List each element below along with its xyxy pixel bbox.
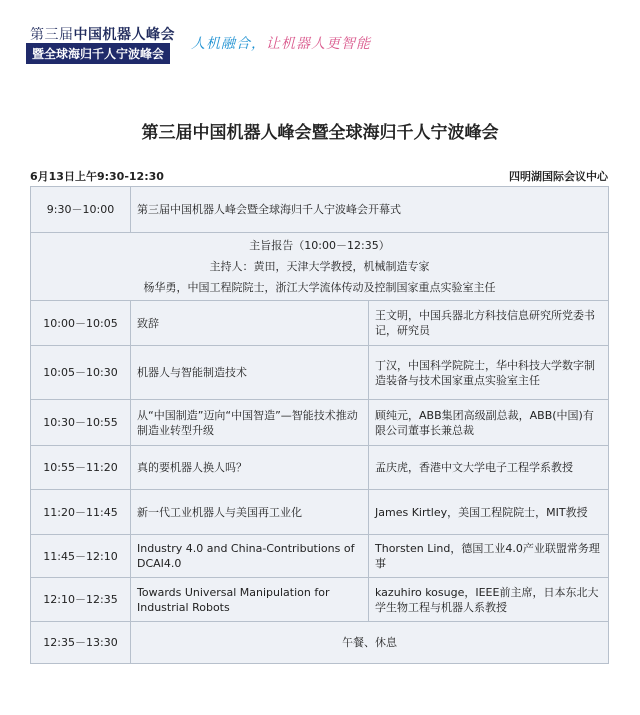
brand-subtitle-badge: 暨全球海归千人宁波峰会 (26, 43, 170, 64)
session-time: 12:10－12:35 (31, 578, 131, 622)
lunch-label: 午餐、休息 (131, 622, 609, 664)
session-speaker: Thorsten Lind，德国工业4.0产业联盟常务理事 (369, 535, 609, 578)
keynote-host-1: 主持人：黄田，天津大学教授，机械制造专家 (209, 260, 430, 273)
session-time: 10:55－11:20 (31, 446, 131, 490)
keynote-title: 主旨报告（10:00－12:35） (249, 239, 390, 252)
slogan: 人机融合，让机器人更智能 (191, 36, 371, 52)
session-topic: Industry 4.0 and China-Contributions of DCAI4.0 (131, 535, 369, 578)
keynote-row (31, 233, 609, 301)
table-row (31, 301, 609, 346)
table-row (31, 535, 609, 578)
session-speaker: 顾纯元，ABB集团高级副总裁，ABB(中国)有限公司董事长兼总裁 (369, 400, 609, 446)
session-speaker: James Kirtley，美国工程院院士，MIT教授 (369, 490, 609, 535)
venue: 四明湖国际会议中心 (509, 170, 608, 183)
session-topic: Towards Universal Manipulation for Industrial Robots (131, 578, 369, 622)
session-topic: 机器人与智能制造技术 (131, 346, 369, 400)
brand-title: 第三届中国机器人峰会 (30, 27, 175, 43)
date-time: 6月13日上午9:30-12:30 (30, 170, 164, 183)
session-time: 11:45－12:10 (31, 535, 131, 578)
session-time: 10:00－10:05 (31, 301, 131, 346)
session-time: 10:30－10:55 (31, 400, 131, 446)
session-time: 12:35－13:30 (31, 622, 131, 664)
session-speaker: 王文明，中国兵器北方科技信息研究所党委书记，研究员 (369, 301, 609, 346)
schedule-table (30, 186, 609, 664)
session-speaker: 丁汉，中国科学院院士，华中科技大学数字制造装备与技术国家重点实验室主任 (369, 346, 609, 400)
session-topic: 第三届中国机器人峰会暨全球海归千人宁波峰会开幕式 (131, 187, 609, 233)
info-row (30, 168, 608, 184)
session-time: 10:05－10:30 (31, 346, 131, 400)
table-row (31, 490, 609, 535)
session-time: 9:30－10:00 (31, 187, 131, 233)
session-topic: 致辞 (131, 301, 369, 346)
keynote-host-2: 杨华勇，中国工程院院士，浙江大学流体传动及控制国家重点实验室主任 (143, 281, 496, 294)
table-row (31, 346, 609, 400)
session-topic: 从“中国制造”迈向“中国智造”—智能技术推动制造业转型升级 (131, 400, 369, 446)
session-topic: 真的要机器人换人吗？ (131, 446, 369, 490)
page-title: 第三届中国机器人峰会暨全球海归千人宁波峰会 (141, 123, 499, 143)
session-speaker: 孟庆虎，香港中文大学电子工程学系教授 (369, 446, 609, 490)
session-topic: 新一代工业机器人与美国再工业化 (131, 490, 369, 535)
table-row (31, 446, 609, 490)
table-row (31, 622, 609, 664)
keynote-cell (31, 233, 609, 301)
table-row (31, 187, 609, 233)
session-time: 11:20－11:45 (31, 490, 131, 535)
table-row (31, 578, 609, 622)
session-speaker: kazuhiro kosuge，IEEE前主席，日本东北大学生物工程与机器人系教授 (369, 578, 609, 622)
table-row (31, 400, 609, 446)
